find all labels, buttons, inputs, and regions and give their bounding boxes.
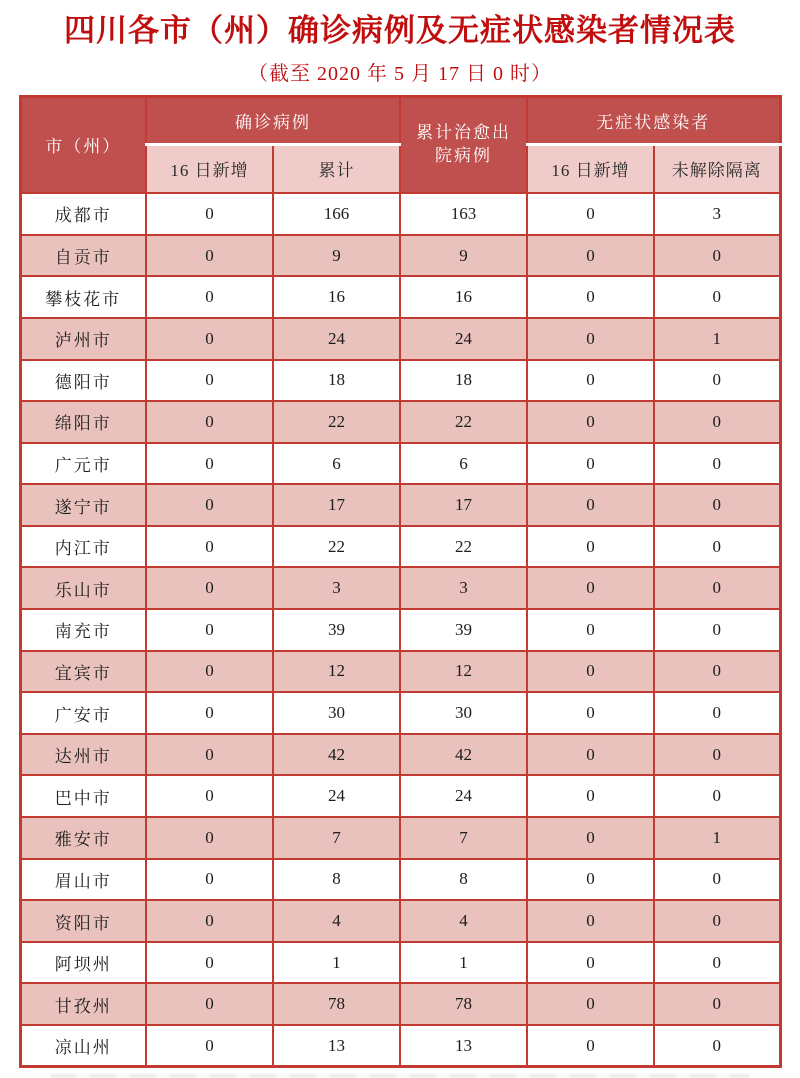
value-cell: 0 [527, 775, 654, 817]
value-cell: 0 [146, 401, 273, 443]
value-cell: 22 [400, 526, 527, 568]
value-cell: 3 [400, 567, 527, 609]
city-cell: 雅安市 [20, 817, 146, 859]
value-cell: 22 [273, 526, 400, 568]
city-cell: 巴中市 [20, 775, 146, 817]
value-cell: 0 [146, 360, 273, 402]
table-row [20, 859, 780, 901]
value-cell: 6 [400, 443, 527, 485]
value-cell: 4 [273, 900, 400, 942]
value-cell: 0 [527, 567, 654, 609]
value-cell: 0 [146, 193, 273, 235]
asymptomatic-quarantined-header: 未解除隔离 [654, 144, 780, 193]
value-cell: 0 [654, 235, 780, 277]
value-cell: 0 [654, 484, 780, 526]
value-cell: 0 [654, 942, 780, 984]
table-row [20, 609, 780, 651]
value-cell: 166 [273, 193, 400, 235]
value-cell: 1 [654, 318, 780, 360]
value-cell: 0 [527, 817, 654, 859]
value-cell: 0 [654, 900, 780, 942]
city-cell: 南充市 [20, 609, 146, 651]
city-cell: 绵阳市 [20, 401, 146, 443]
city-cell: 德阳市 [20, 360, 146, 402]
value-cell: 78 [400, 983, 527, 1025]
cured-column-header: 累计治愈出院病例 [400, 96, 527, 193]
value-cell: 0 [654, 567, 780, 609]
table-row [20, 817, 780, 859]
city-cell: 广元市 [20, 443, 146, 485]
table-row [20, 484, 780, 526]
value-cell: 0 [654, 651, 780, 693]
value-cell: 0 [654, 983, 780, 1025]
city-cell: 泸州市 [20, 318, 146, 360]
header-group-row [20, 96, 780, 144]
value-cell: 18 [400, 360, 527, 402]
city-cell: 遂宁市 [20, 484, 146, 526]
value-cell: 1 [400, 942, 527, 984]
value-cell: 9 [273, 235, 400, 277]
value-cell: 16 [273, 276, 400, 318]
value-cell: 0 [527, 651, 654, 693]
value-cell: 0 [146, 900, 273, 942]
value-cell: 0 [527, 900, 654, 942]
value-cell: 13 [273, 1025, 400, 1067]
table-row [20, 1025, 780, 1067]
value-cell: 22 [273, 401, 400, 443]
value-cell: 24 [273, 775, 400, 817]
value-cell: 0 [527, 526, 654, 568]
city-cell: 眉山市 [20, 859, 146, 901]
value-cell: 0 [146, 942, 273, 984]
value-cell: 0 [527, 193, 654, 235]
value-cell: 8 [273, 859, 400, 901]
table-row [20, 651, 780, 693]
value-cell: 0 [527, 318, 654, 360]
value-cell: 0 [654, 859, 780, 901]
city-cell: 宜宾市 [20, 651, 146, 693]
city-cell: 自贡市 [20, 235, 146, 277]
city-cell: 凉山州 [20, 1025, 146, 1067]
city-cell: 乐山市 [20, 567, 146, 609]
table-row [20, 276, 780, 318]
city-cell: 甘孜州 [20, 983, 146, 1025]
city-column-header: 市（州） [20, 96, 146, 193]
value-cell: 22 [400, 401, 527, 443]
value-cell: 0 [146, 235, 273, 277]
value-cell: 0 [654, 443, 780, 485]
city-cell: 攀枝花市 [20, 276, 146, 318]
table-row [20, 401, 780, 443]
value-cell: 0 [146, 1025, 273, 1067]
table-row [20, 900, 780, 942]
value-cell: 0 [654, 360, 780, 402]
value-cell: 0 [146, 692, 273, 734]
table-row [20, 235, 780, 277]
value-cell: 0 [527, 443, 654, 485]
value-cell: 0 [527, 401, 654, 443]
value-cell: 0 [527, 942, 654, 984]
value-cell: 30 [400, 692, 527, 734]
value-cell: 0 [146, 775, 273, 817]
value-cell: 0 [527, 609, 654, 651]
value-cell: 8 [400, 859, 527, 901]
value-cell: 0 [654, 609, 780, 651]
value-cell: 0 [146, 983, 273, 1025]
value-cell: 7 [273, 817, 400, 859]
table-row [20, 360, 780, 402]
cases-table [19, 95, 782, 1068]
value-cell: 39 [400, 609, 527, 651]
value-cell: 0 [527, 235, 654, 277]
value-cell: 0 [654, 692, 780, 734]
value-cell: 12 [400, 651, 527, 693]
page-title: 四川各市（州）确诊病例及无症状感染者情况表 [64, 13, 736, 48]
value-cell: 12 [273, 651, 400, 693]
confirmed-group-header: 确诊病例 [146, 96, 400, 144]
value-cell: 17 [273, 484, 400, 526]
table-body [20, 193, 780, 1066]
value-cell: 0 [654, 775, 780, 817]
value-cell: 7 [400, 817, 527, 859]
city-cell: 内江市 [20, 526, 146, 568]
value-cell: 0 [527, 983, 654, 1025]
value-cell: 0 [146, 318, 273, 360]
value-cell: 163 [400, 193, 527, 235]
page-subtitle: （截至 2020 年 5 月 17 日 0 时） [248, 62, 552, 85]
value-cell: 0 [527, 1025, 654, 1067]
value-cell: 0 [527, 484, 654, 526]
confirmed-total-header: 累计 [273, 144, 400, 193]
table-row [20, 734, 780, 776]
city-cell: 资阳市 [20, 900, 146, 942]
value-cell: 39 [273, 609, 400, 651]
value-cell: 0 [146, 276, 273, 318]
value-cell: 0 [146, 443, 273, 485]
value-cell: 24 [273, 318, 400, 360]
value-cell: 24 [400, 775, 527, 817]
value-cell: 0 [654, 734, 780, 776]
cropped-text-artifact [50, 1074, 750, 1078]
table-header [20, 96, 780, 193]
value-cell: 30 [273, 692, 400, 734]
city-cell: 阿坝州 [20, 942, 146, 984]
value-cell: 24 [400, 318, 527, 360]
value-cell: 3 [654, 193, 780, 235]
value-cell: 0 [146, 734, 273, 776]
value-cell: 42 [273, 734, 400, 776]
table-row [20, 942, 780, 984]
confirmed-new-header: 16 日新增 [146, 144, 273, 193]
value-cell: 16 [400, 276, 527, 318]
asymptomatic-new-header: 16 日新增 [527, 144, 654, 193]
value-cell: 0 [146, 609, 273, 651]
value-cell: 1 [273, 942, 400, 984]
value-cell: 0 [527, 360, 654, 402]
value-cell: 0 [146, 817, 273, 859]
value-cell: 0 [654, 276, 780, 318]
value-cell: 0 [146, 651, 273, 693]
value-cell: 0 [146, 484, 273, 526]
table-row [20, 567, 780, 609]
table-row [20, 526, 780, 568]
value-cell: 0 [146, 567, 273, 609]
value-cell: 78 [273, 983, 400, 1025]
value-cell: 1 [654, 817, 780, 859]
value-cell: 13 [400, 1025, 527, 1067]
value-cell: 42 [400, 734, 527, 776]
asymptomatic-group-header: 无症状感染者 [527, 96, 780, 144]
value-cell: 3 [273, 567, 400, 609]
value-cell: 0 [654, 1025, 780, 1067]
city-cell: 成都市 [20, 193, 146, 235]
value-cell: 0 [146, 859, 273, 901]
table-row [20, 775, 780, 817]
value-cell: 6 [273, 443, 400, 485]
value-cell: 9 [400, 235, 527, 277]
table-row [20, 983, 780, 1025]
table-row [20, 692, 780, 734]
table-row [20, 443, 780, 485]
value-cell: 0 [654, 401, 780, 443]
table-row [20, 318, 780, 360]
value-cell: 0 [527, 734, 654, 776]
value-cell: 0 [527, 276, 654, 318]
value-cell: 0 [146, 526, 273, 568]
city-cell: 达州市 [20, 734, 146, 776]
value-cell: 18 [273, 360, 400, 402]
value-cell: 0 [527, 859, 654, 901]
value-cell: 0 [654, 526, 780, 568]
value-cell: 17 [400, 484, 527, 526]
value-cell: 0 [527, 692, 654, 734]
table-row [20, 193, 780, 235]
city-cell: 广安市 [20, 692, 146, 734]
value-cell: 4 [400, 900, 527, 942]
